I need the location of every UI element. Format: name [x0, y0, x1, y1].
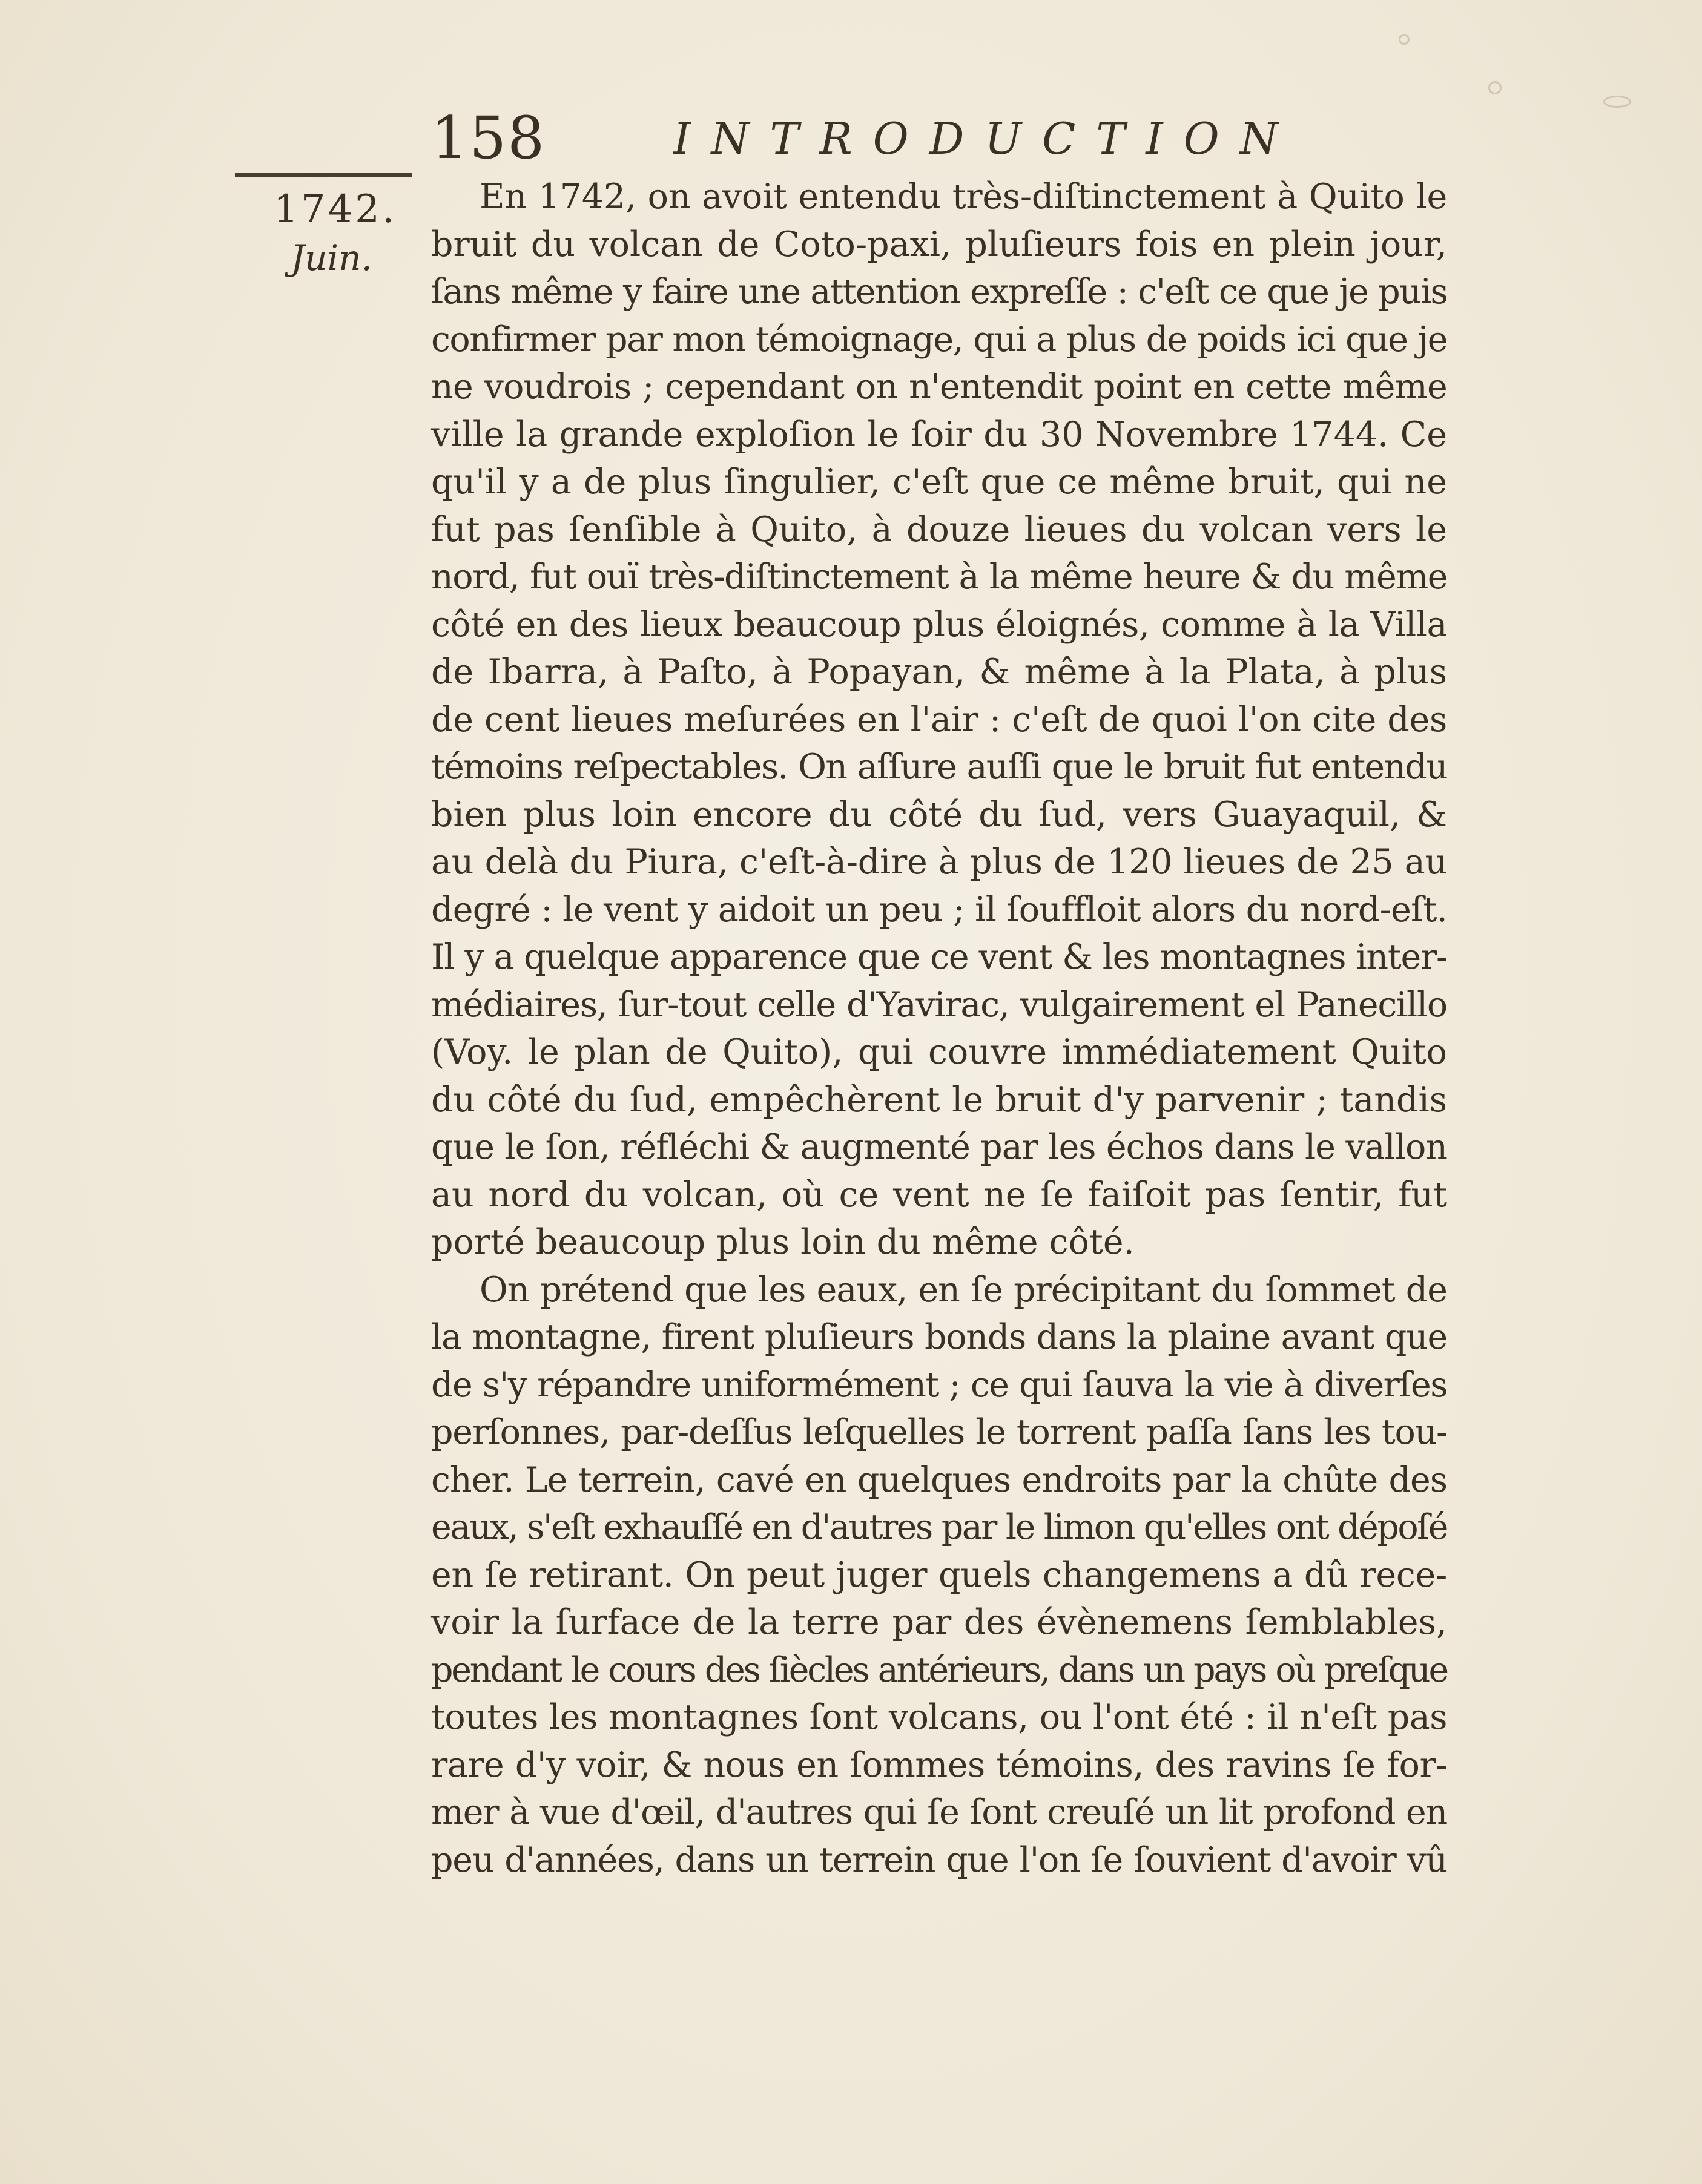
text-line: que le ſon, réfléchi & augmenté par les échos dans le vallon — [431, 1127, 1447, 1167]
text-line: peu d'années, dans un terrein que l'on ſe ſouvient d'avoir vû — [431, 1840, 1447, 1880]
text-line: médiaires, ſur-tout celle d'Yavirac, vulgairement el Panecillo — [431, 984, 1447, 1025]
text-line: confirmer par mon témoignage, qui a plus de poids ici que je — [431, 319, 1447, 360]
text-line: toutes les montagnes ſont volcans, ou l'ont été : il n'eſt pas — [431, 1697, 1447, 1737]
text-line: du côté du ſud, empêchèrent le bruit d'y parvenir ; tandis — [431, 1079, 1447, 1120]
text-line: qu'il y a de plus ſingulier, c'eſt que ce même bruit, qui ne — [431, 462, 1447, 502]
text-line: bruit du volcan de Coto-paxi, pluſieurs fois en plein jour, — [431, 224, 1447, 265]
text-line: ville la grande exploſion le ſoir du 30 Novembre 1744. Ce — [431, 414, 1447, 455]
paper-speck — [1488, 81, 1502, 94]
margin-note-year: 1742. — [274, 187, 397, 232]
text-line: voir la ſurface de la terre par des évènemens ſemblables, — [431, 1602, 1447, 1642]
text-line: ne voudrois ; cependant on n'entendit point en cette même — [431, 367, 1447, 407]
text-line: côté en des lieux beaucoup plus éloignés, comme à la Villa — [431, 604, 1447, 645]
text-line: fut pas ſenſible à Quito, à douze lieues du volcan vers le — [431, 509, 1447, 550]
body-text — [431, 173, 1447, 1884]
text-line: au nord du volcan, où ce vent ne ſe faiſoit pas ſentir, fut — [431, 1174, 1447, 1215]
margin-note-month: Juin. — [291, 237, 372, 278]
text-line: On prétend que les eaux, en ſe précipitant du ſommet de — [480, 1269, 1447, 1310]
text-line: la montagne, firent pluſieurs bonds dans la plaine avant que — [431, 1317, 1447, 1357]
text-line: ſans même y faire une attention expreſſe : c'eſt ce que je puis — [431, 272, 1447, 312]
text-line: de s'y répandre uniformément ; ce qui ſauva la vie à diverſes — [431, 1364, 1447, 1405]
text-line: rare d'y voir, & nous en ſommes témoins, des ravins ſe for- — [431, 1745, 1447, 1785]
text-line: Il y a quelque apparence que ce vent & les montagnes inter- — [431, 937, 1447, 977]
text-line: de cent lieues meſurées en l'air : c'eſt de quoi l'on cite des — [431, 699, 1447, 740]
text-line: pendant le cours des ſiècles antérieurs, dans un pays où preſque — [431, 1650, 1447, 1690]
text-line: témoins reſpectables. On aſſure auſſi que le bruit fut entendu — [431, 747, 1447, 787]
text-line: au delà du Piura, c'eſt-à-dire à plus de 120 lieues de 25 au — [431, 842, 1447, 882]
page-number: 158 — [431, 104, 546, 172]
text-line: cher. Le terrein, cavé en quelques endroits par la chûte des — [431, 1459, 1447, 1500]
text-line: mer à vue d'œil, d'autres qui ſe ſont creuſé un lit profond en — [431, 1792, 1447, 1832]
margin-rule — [235, 173, 412, 177]
text-line: perſonnes, par-deſſus leſquelles le torrent paſſa ſans les tou- — [431, 1412, 1447, 1452]
text-line: bien plus loin encore du côté du ſud, vers Guayaquil, & — [431, 794, 1447, 835]
text-line: degré : le vent y aidoit un peu ; il ſouffloit alors du nord-eſt. — [431, 889, 1447, 930]
paper-speck — [1399, 34, 1410, 45]
text-line: eaux, s'eſt exhauſſé en d'autres par le limon qu'elles ont dépoſé — [431, 1507, 1447, 1547]
paper-speck — [1603, 96, 1631, 108]
text-line: En 1742, on avoit entendu très-diſtinctement à Quito le — [480, 177, 1447, 217]
text-line: porté beaucoup plus loin du même côté. — [431, 1222, 1135, 1262]
text-line: de Ibarra, à Paſto, à Popayan, & même à la Plata, à plus — [431, 652, 1447, 692]
paragraph-2 — [431, 1266, 1447, 1884]
text-line: nord, fut ouï très-diſtinctement à la même heure & du même — [431, 557, 1447, 597]
running-title: INTRODUCTION — [673, 113, 1299, 164]
text-line: (Voy. le plan de Quito), qui couvre immédiatement Quito — [431, 1032, 1447, 1072]
paragraph-1 — [431, 173, 1447, 1266]
text-line: en ſe retirant. On peut juger quels changemens a dû rece- — [431, 1554, 1447, 1595]
running-head — [431, 102, 1299, 174]
